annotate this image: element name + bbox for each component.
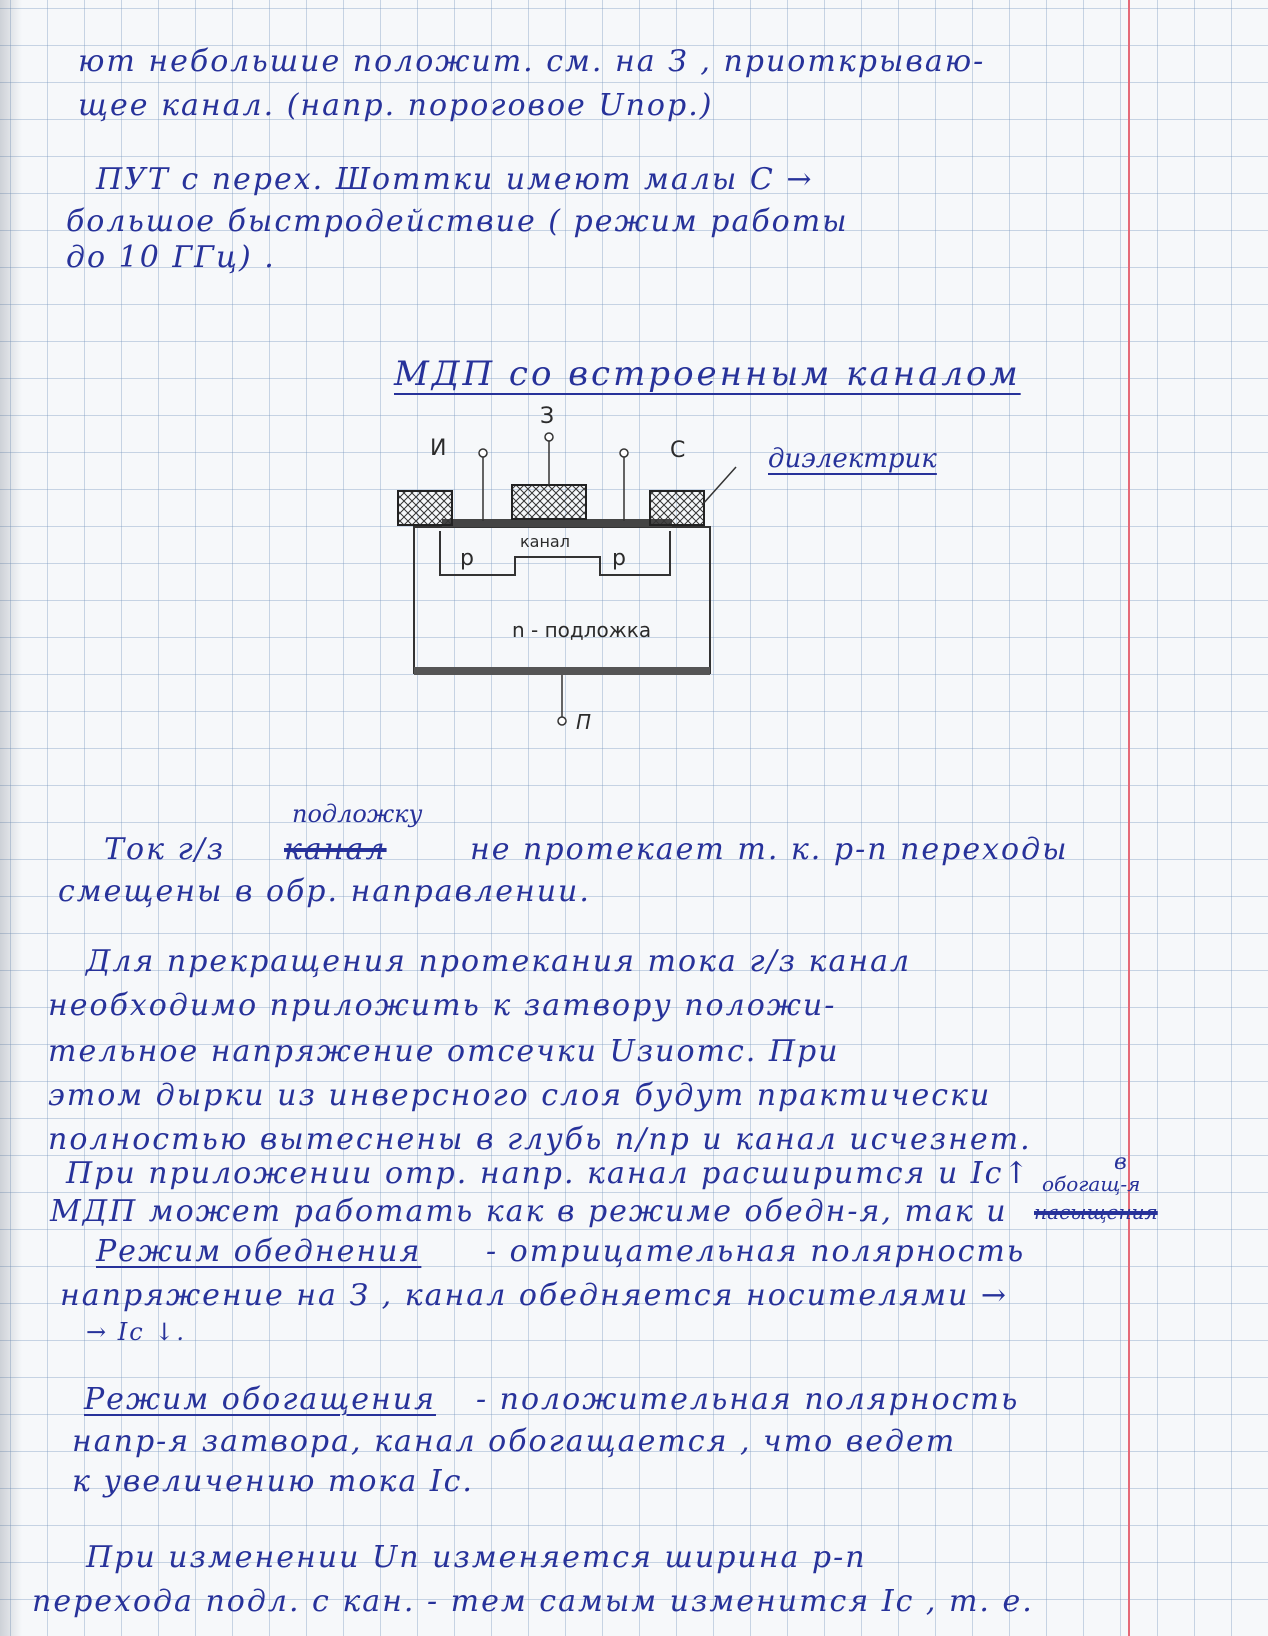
insertion-enrichment: обогащ-я (1042, 1172, 1141, 1196)
text-line-8b: перехода подл. с кан. - тем самым изменится Iс , т. е. (32, 1584, 1034, 1619)
text-line-7b: напр-я затвора, канал обогащается , что ведет (72, 1424, 957, 1459)
text-line-6c: → Iс ↓. (86, 1318, 187, 1346)
drain-electrode (650, 491, 704, 525)
dielectric-layer (442, 519, 672, 527)
gate-terminal (545, 433, 553, 441)
text-line-4c: тельное напряжение отсечки Uзиотс. При (48, 1034, 840, 1069)
text-line-1b: щее канал. (напр. пороговое Uпор.) (78, 88, 714, 123)
text-line-5a: При приложении отр. напр. канал расширится и Iс↑ (66, 1156, 1031, 1191)
dielectric-label: диэлектрик (768, 444, 937, 474)
source-label: И (430, 436, 447, 461)
substrate-label: n - подложка (512, 618, 652, 642)
drain-label: С (670, 438, 686, 463)
page-binding-shadow (0, 0, 22, 1636)
substrate-terminal-label: П (576, 710, 592, 734)
text-line-6b: напряжение на З , канал обедняется носителями → (60, 1278, 1008, 1313)
mode-enrichment-title: Режим обогащения (84, 1382, 436, 1417)
mode-depletion-rest: - отрицательная полярность (486, 1234, 1026, 1269)
channel-label: канал (520, 532, 570, 551)
margin-mark: в (1114, 1150, 1127, 1175)
text-line-2b: большое быстродействие ( режим работы (66, 204, 849, 239)
substrate-contact (414, 667, 710, 675)
gate-electrode (512, 485, 586, 519)
text-line-3b: смещены в обр. направлении. (58, 874, 591, 909)
mosfet-diagram (380, 405, 740, 765)
drain-terminal (620, 449, 628, 457)
section-heading: МДП со встроенным каналом (394, 354, 1021, 394)
red-margin-line (1128, 0, 1130, 1636)
gate-label: З (540, 405, 555, 429)
text-line-4d: этом дырки из инверсного слоя будут практически (48, 1078, 992, 1113)
insertion-substrate: подложку (292, 800, 423, 828)
source-electrode (398, 491, 452, 525)
text-line-8a: При изменении Uп изменяется ширина р-n (86, 1540, 867, 1575)
text-line-3a-start: Ток г/з (104, 832, 226, 867)
text-line-1a: ют небольшие положит. см. на З , приоткрываю- (78, 44, 986, 79)
mode-depletion-title: Режим обеднения (96, 1234, 422, 1269)
mode-enrichment-rest: - положительная полярность (476, 1382, 1020, 1417)
p-left-label: р (460, 546, 474, 571)
struck-word-saturation: насыщения (1034, 1200, 1158, 1224)
text-line-4a: Для прекращения протекания тока г/з канал (86, 944, 912, 979)
struck-word-channel: канал (284, 832, 387, 867)
text-line-5b: МДП может работать как в режиме обедн-я, так и (50, 1194, 1008, 1229)
text-line-2a: ПУТ с перех. Шоттки имеют малы С → (96, 162, 814, 197)
text-line-2c: до 10 ГГц) . (66, 240, 276, 275)
dielectric-pointer (702, 467, 736, 505)
text-line-7c: к увеличению тока Iс. (72, 1464, 474, 1499)
source-terminal (479, 449, 487, 457)
substrate-terminal (558, 717, 566, 725)
text-line-3a-end: не протекает т. к. р-n переходы (470, 832, 1069, 867)
text-line-4e: полностью вытеснены в глубь п/пр и канал исчезнет. (48, 1122, 1032, 1157)
text-line-4b: необходимо приложить к затвору положи- (48, 988, 837, 1023)
p-right-label: р (612, 546, 626, 571)
